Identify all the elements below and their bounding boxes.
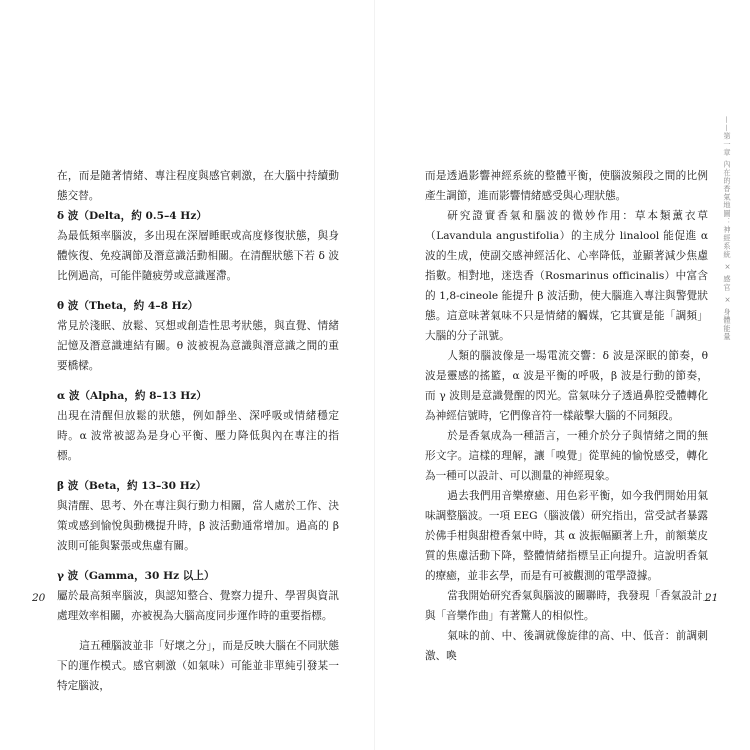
body-paragraph: 人類的腦波像是一場電流交響：δ 波是深眠的節奏，θ 波是靈感的搖籃，α 波是平衡的呼吸，β 波是行動的節奏，而 γ 波則是意識覺醒的閃光。當氣味分子透過鼻腔受體轉化為神經信號時，它們像音符一樣敲擊大腦的不同頻段。 [425, 350, 708, 422]
beta-wave-heading: β 波（Beta，約 13–30 Hz） [57, 480, 207, 492]
body-paragraph: 氣味的前、中、後調就像旋律的高、中、低音：前調刺激、喚 [425, 630, 708, 662]
section-spacer [57, 626, 339, 636]
body-paragraph: 過去我們用音樂療癒、用色彩平衡，如今我們開始用氣味調整腦波。一項 EEG（腦波儀）研究指出，當受試者暴露於佛手柑與甜橙香氣中時，其 α 波振幅顯著上升，前額葉皮質的焦慮活動下降，整體情緒指標呈正向提升。這說明香氣的療癒，並非玄學，而是有可被觀測的電學證據。 [425, 490, 708, 582]
left-page-body [57, 166, 339, 696]
theta-wave-description: 常見於淺眠、放鬆、冥想或創造性思考狀態，與直覺、情緒記憶及潛意識連結有關。θ 波被視為意識與潛意識之間的重要橋樑。 [57, 320, 339, 372]
delta-wave-description: 為最低頻率腦波，多出現在深層睡眠或高度修復狀態，與身體恢復、免疫調節及潛意識活動相關。在清醒狀態下若 δ 波比例過高，可能伴隨疲勞或意識遲滯。 [57, 230, 339, 282]
right-page-body [425, 166, 708, 666]
alpha-wave-heading: α 波（Alpha，約 8–13 Hz） [57, 390, 207, 402]
body-paragraph: 當我開始研究香氣與腦波的關聯時，我發現「香氣設計」與「音樂作曲」有著驚人的相似性。 [425, 590, 708, 622]
closing-paragraph: 這五種腦波並非「好壞之分」，而是反映大腦在不同狀態下的運作模式。感官刺激（如氣味）可能並非單純引發某一特定腦波， [57, 640, 339, 692]
page-gutter [374, 0, 375, 750]
body-paragraph: 研究證實香氣和腦波的微妙作用：草本類薰衣草（Lavandula angustifolia）的主成分 linalool 能促進 α 波的生成，使副交感神經活化、心率降低，並顯著減少焦慮指數。相對地，迷迭香（Rosmarinus officinalis）中富含的 1,8-cineole 能提升 β 波活動，使大腦進入專注與警覺狀態。這意味著氣味不只是情緒的觸媒，它其實是能「調頻」大腦的分子訊號。 [425, 210, 708, 342]
theta-wave-heading: θ 波（Theta，約 4–8 Hz） [57, 300, 199, 312]
section-spacer [57, 286, 339, 296]
intro-paragraph: 在，而是隨著情緒、專注程度與感官刺激，在大腦中持續動態交替。 [57, 170, 339, 202]
body-paragraph: 而是透過影響神經系統的整體平衡，使腦波頻段之間的比例產生調節，進而影響情緒感受與心理狀態。 [425, 170, 708, 202]
page-number-left: 20 [32, 592, 46, 604]
delta-wave-heading: δ 波（Delta，約 0.5–4 Hz） [57, 210, 207, 222]
page-number-right: 21 [705, 592, 719, 604]
gamma-wave-description: 屬於最高頻率腦波，與認知整合、覺察力提升、學習與資訊處理效率相關，亦被視為大腦高度同步運作時的重要指標。 [57, 590, 339, 622]
section-spacer [57, 466, 339, 476]
alpha-wave-description: 出現在清醒但放鬆的狀態，例如靜坐、深呼吸或情緒穩定時。α 波常被認為是身心平衡、壓力降低與內在專注的指標。 [57, 410, 339, 462]
gamma-wave-heading: γ 波（Gamma，30 Hz 以上） [57, 570, 215, 582]
beta-wave-description: 與清醒、思考、外在專注與行動力相關，當人處於工作、決策或感到愉悅與動機提升時，β 波活動通常增加。過高的 β 波則可能與緊張或焦慮有關。 [57, 500, 339, 552]
running-head: ——第一章 內在的香氣地圖：神經系統 × 感官 × 身體能量 [723, 116, 732, 341]
body-paragraph: 於是香氣成為一種語言，一種介於分子與情緒之間的無形文字。這樣的理解，讓「嗅覺」從單純的愉悅感受，轉化為一種可以設計、可以測量的神經現象。 [425, 430, 708, 482]
section-spacer [57, 376, 339, 386]
section-spacer [57, 556, 339, 566]
